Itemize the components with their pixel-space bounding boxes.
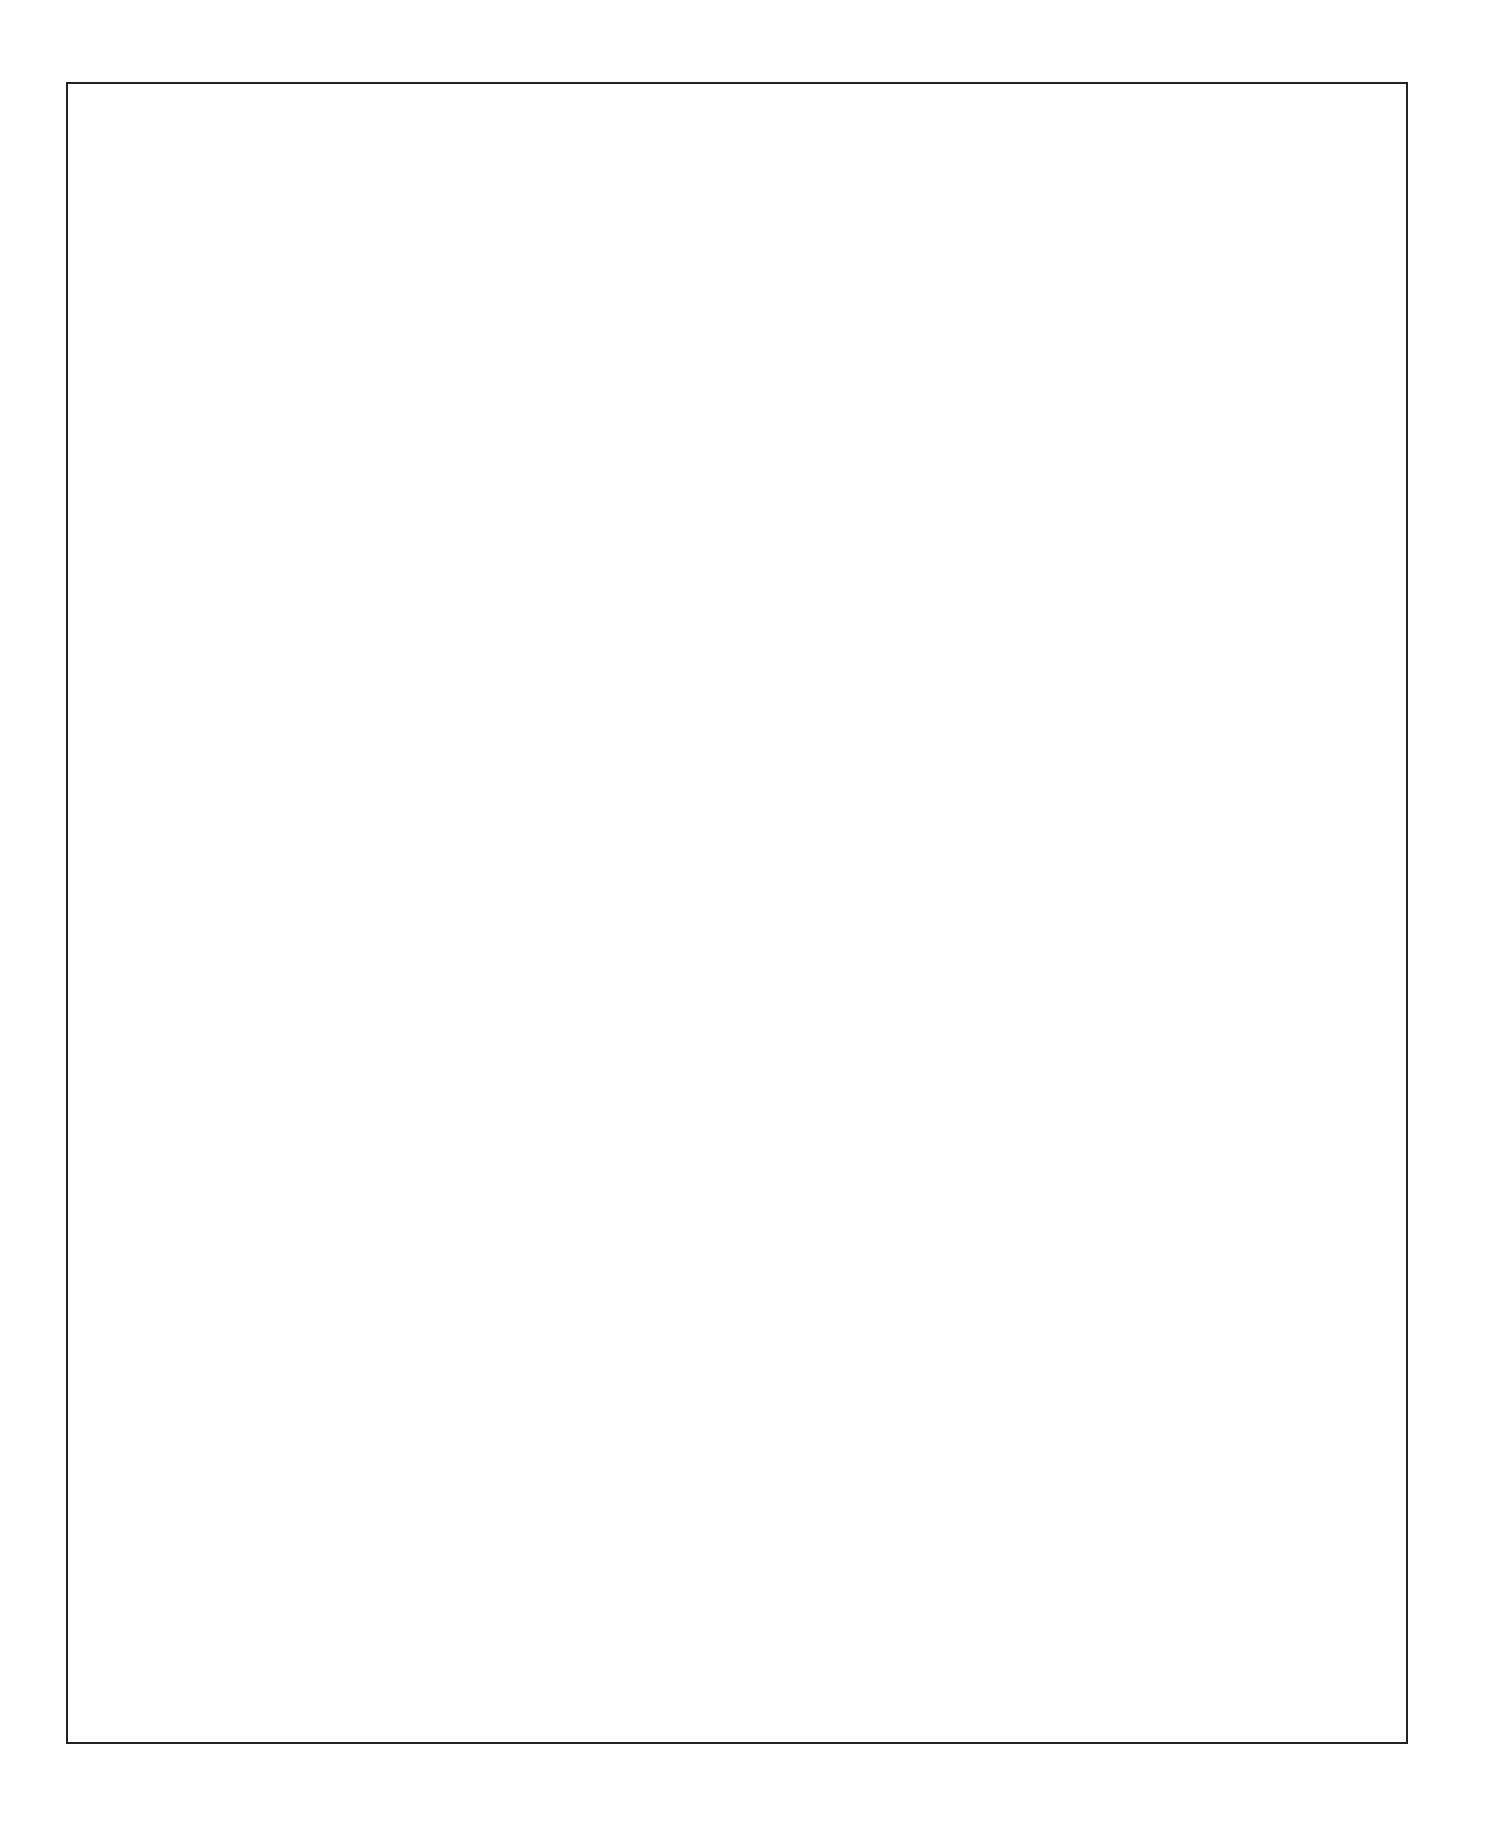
diagram-frame <box>67 83 1407 1743</box>
